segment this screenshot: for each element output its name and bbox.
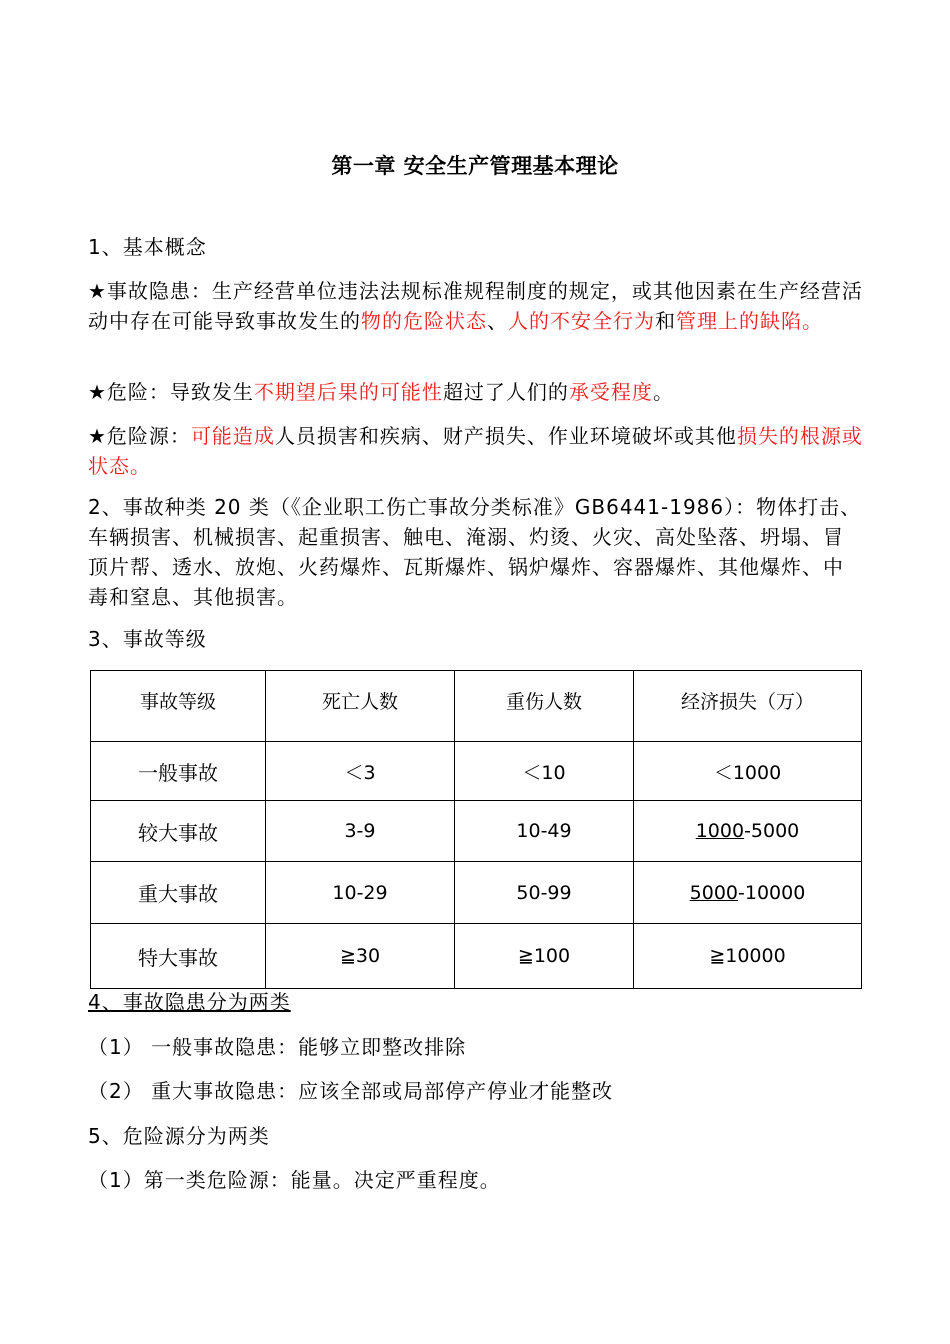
list-item: （1） 一般事故隐患：能够立即整改排除	[88, 1035, 467, 1059]
danger-highlight-1: 不期望后果的可能性	[253, 380, 443, 404]
cell-loss-underlined: 5000	[689, 881, 739, 904]
danger-text-b: 超过了人们的	[442, 380, 569, 404]
danger-definition	[88, 377, 864, 407]
hazard-source-definition	[88, 421, 864, 481]
col-header-loss: 经济损失（万）	[634, 671, 862, 742]
hidden-danger-text-c: 和	[655, 309, 676, 333]
cell-injury: 10-49	[455, 801, 634, 862]
table-row	[91, 924, 862, 989]
cell-loss	[634, 862, 862, 924]
source-text-a: ★危险源：	[88, 424, 191, 448]
source-highlight-2: 损失的根源或状态。	[88, 424, 863, 478]
cell-loss-rest: -5000	[744, 820, 800, 842]
col-header-level: 事故等级	[91, 671, 266, 742]
col-header-injury: 重伤人数	[455, 671, 634, 742]
cell-death: ≧30	[266, 924, 455, 989]
cell-level: 特大事故	[91, 924, 266, 989]
danger-text-c: 。	[652, 380, 674, 404]
cell-loss	[634, 801, 862, 862]
section-5-heading: 5、危险源分为两类	[88, 1124, 270, 1148]
page-title: 第一章 安全生产管理基本理论	[331, 154, 619, 178]
hidden-danger-highlight-2: 人的不安全行为	[508, 309, 655, 333]
danger-text-a: ★危险：导致发生	[88, 380, 254, 404]
cell-death: ＜3	[266, 742, 455, 801]
cell-loss	[634, 924, 862, 989]
danger-highlight-2: 承受程度	[568, 380, 653, 404]
cell-level: 一般事故	[91, 742, 266, 801]
accident-types: 2、事故种类 20 类（《企业职工伤亡事故分类标准》GB6441-1986）：物体打击、车辆损害、机械损害、起重损害、触电、淹溺、灼烫、火灾、高处坠落、坍塌、冒顶片帮、透水、放炮、火药爆炸、瓦斯爆炸、锅炉爆炸、容器爆炸、其他爆炸、中毒和窒息、其他损害。	[88, 495, 862, 609]
hidden-danger-highlight-3: 管理上的缺陷。	[676, 309, 823, 333]
section-3-heading: 3、事故等级	[88, 627, 207, 651]
cell-loss-rest: ≧10000	[709, 945, 786, 967]
cell-loss	[634, 742, 862, 801]
table-row	[91, 862, 862, 924]
cell-death: 3-9	[266, 801, 455, 862]
table-row	[91, 742, 862, 801]
list-item: （1）第一类危险源：能量。决定严重程度。	[88, 1168, 501, 1192]
cell-level: 较大事故	[91, 801, 266, 862]
accident-grade-table	[90, 670, 862, 989]
cell-level: 重大事故	[91, 862, 266, 924]
cell-loss-underlined: 1000	[695, 820, 745, 842]
cell-injury: ≧100	[455, 924, 634, 989]
hidden-danger-definition	[88, 276, 864, 336]
table-row	[91, 801, 862, 862]
cell-injury: ＜10	[455, 742, 634, 801]
source-text-b: 人员损害和疾病、财产损失、作业环境破坏或其他	[274, 424, 737, 448]
cell-loss-rest: ＜1000	[713, 761, 782, 784]
list-item: （2） 重大事故隐患：应该全部或局部停产停业才能整改	[88, 1079, 614, 1103]
hidden-danger-text-b: 、	[487, 309, 508, 333]
table-header-row	[91, 671, 862, 742]
cell-death: 10-29	[266, 862, 455, 924]
hidden-danger-highlight-1: 物的危险状态	[361, 309, 487, 333]
hidden-danger-text-a: ★事故隐患：生产经营单位违法法规标准规程制度的规定，或其他因素在生产经营活动中存在可能导致事故发生的	[88, 279, 863, 333]
col-header-death: 死亡人数	[266, 671, 455, 742]
section-1-heading: 1、基本概念	[88, 235, 207, 259]
section-4-heading: 4、事故隐患分为两类	[88, 990, 291, 1014]
cell-injury: 50-99	[455, 862, 634, 924]
cell-loss-rest: -10000	[738, 881, 806, 904]
source-highlight-1: 可能造成	[190, 424, 275, 448]
